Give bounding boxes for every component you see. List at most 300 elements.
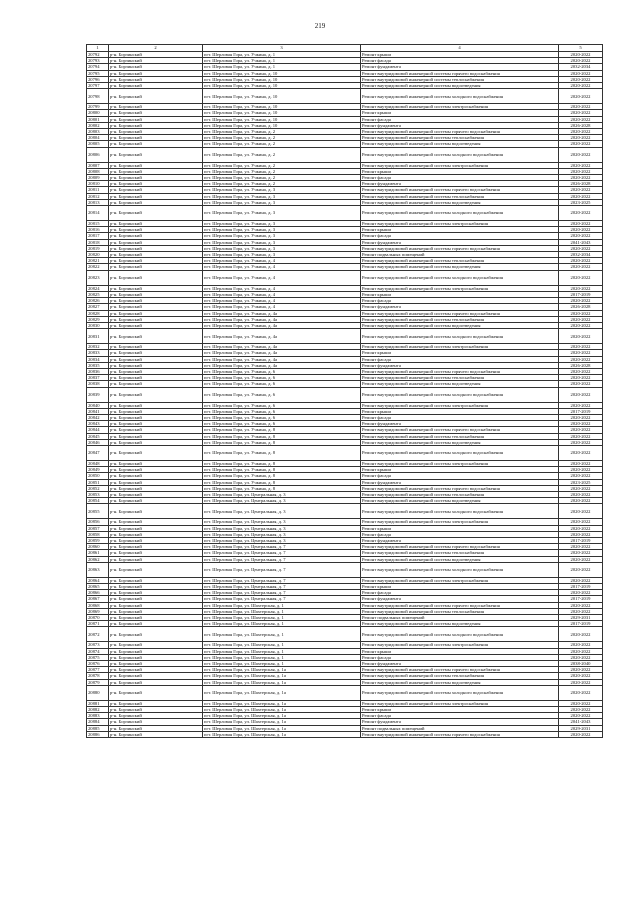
work-type-cell: Ремонт внутридомовой инженерной системы электроснабжения	[361, 221, 559, 227]
row-number-cell: 20805	[87, 141, 109, 147]
district-cell: р-н. Борзинский	[109, 473, 203, 479]
work-type-cell: Ремонт фасада	[361, 414, 559, 420]
work-type-cell: Ремонт внутридомовой инженерной системы электроснабжения	[361, 162, 559, 168]
row-number-cell: 20813	[87, 199, 109, 205]
address-cell: пгт. Шерловая Гора, ул. Учкина, д. 4	[203, 258, 361, 264]
work-type-cell: Ремонт внутридомовой инженерной системы горячего водоснабжения	[361, 485, 559, 491]
table-row	[87, 147, 603, 162]
period-cell: 2020-2022	[559, 602, 603, 608]
address-cell: пгт. Шерловая Гора, ул. Шахтерская, д. 1	[203, 642, 361, 648]
period-cell: 2020-2022	[559, 298, 603, 304]
district-cell: р-н. Борзинский	[109, 206, 203, 221]
district-cell: р-н. Борзинский	[109, 344, 203, 350]
period-cell: 2020-2022	[559, 439, 603, 445]
period-cell: 2020-2022	[559, 707, 603, 713]
address-cell: пгт. Шерловая Гора, ул. Шахтерская, д. 1а	[203, 731, 361, 737]
address-cell: пгт. Шерловая Гора, ул. Учкина, д. 10	[203, 104, 361, 110]
district-cell: р-н. Борзинский	[109, 479, 203, 485]
row-number-cell: 20863	[87, 562, 109, 577]
row-number-cell: 20843	[87, 421, 109, 427]
header-cell-1: 1	[87, 45, 109, 52]
period-cell: 2020-2022	[559, 285, 603, 291]
period-cell: 2020-2022	[559, 162, 603, 168]
work-type-cell: Ремонт фасада	[361, 58, 559, 64]
period-cell: 2026-2028	[559, 122, 603, 128]
period-cell: 2020-2022	[559, 110, 603, 116]
district-cell: р-н. Борзинский	[109, 719, 203, 725]
row-number-cell: 20811	[87, 187, 109, 193]
district-cell: р-н. Борзинский	[109, 310, 203, 316]
period-cell: 2020-2022	[559, 70, 603, 76]
period-cell: 2020-2022	[559, 445, 603, 460]
table-row	[87, 387, 603, 402]
period-cell: 2020-2022	[559, 679, 603, 685]
district-cell: р-н. Борзинский	[109, 519, 203, 525]
district-cell: р-н. Борзинский	[109, 64, 203, 70]
work-type-cell: Ремонт крыши	[361, 648, 559, 654]
address-cell: пгт. Шерловая Гора, ул. Учкина, д. 3	[203, 252, 361, 258]
district-cell: р-н. Борзинский	[109, 233, 203, 239]
work-type-cell: Ремонт фасада	[361, 298, 559, 304]
row-number-cell: 20860	[87, 544, 109, 550]
work-type-cell: Ремонт внутридомовой инженерной системы горячего водоснабжения	[361, 667, 559, 673]
period-cell: 2020-2022	[559, 525, 603, 531]
district-cell: р-н. Борзинский	[109, 375, 203, 381]
work-type-cell: Ремонт внутридомовой инженерной системы электроснабжения	[361, 642, 559, 648]
row-number-cell: 20857	[87, 525, 109, 531]
address-cell: пгт. Шерловая Гора, ул. Учкина, д. 6	[203, 402, 361, 408]
work-type-cell: Ремонт внутридомовой инженерной системы электроснабжения	[361, 402, 559, 408]
address-cell: пгт. Шерловая Гора, ул. Учкина, д. 4а	[203, 356, 361, 362]
address-cell: пгт. Шерловая Гора, ул. Учкина, д. 2	[203, 175, 361, 181]
district-cell: р-н. Борзинский	[109, 584, 203, 590]
district-cell: р-н. Борзинский	[109, 70, 203, 76]
district-cell: р-н. Борзинский	[109, 245, 203, 251]
work-type-cell: Ремонт внутридомовой инженерной системы горячего водоснабжения	[361, 427, 559, 433]
work-type-cell: Ремонт крыши	[361, 168, 559, 174]
period-cell: 2020-2022	[559, 344, 603, 350]
work-type-cell: Ремонт фасада	[361, 654, 559, 660]
address-cell: пгт. Шерловая Гора, ул. Учкина, д. 2	[203, 181, 361, 187]
work-type-cell: Ремонт внутридомовой инженерной системы холодного водоснабжения	[361, 270, 559, 285]
row-number-cell: 20837	[87, 375, 109, 381]
district-cell: р-н. Борзинский	[109, 525, 203, 531]
district-cell: р-н. Борзинский	[109, 679, 203, 685]
work-type-cell: Ремонт фундамента	[361, 479, 559, 485]
address-cell: пгт. Шерловая Гора, ул. Центральная, д. 3	[203, 504, 361, 519]
work-type-cell: Ремонт внутридомовой инженерной системы горячего водоснабжения	[361, 70, 559, 76]
address-cell: пгт. Шерловая Гора, ул. Учкина, д. 4а	[203, 329, 361, 344]
period-cell: 2020-2022	[559, 627, 603, 642]
work-type-cell: Ремонт внутридомовой инженерной системы теплоснабжения	[361, 76, 559, 82]
address-cell: пгт. Шерловая Гора, ул. Шахтерская, д. 1	[203, 648, 361, 654]
period-cell: 2020-2022	[559, 175, 603, 181]
address-cell: пгт. Шерловая Гора, ул. Центральная, д. 7	[203, 562, 361, 577]
row-number-cell: 20856	[87, 519, 109, 525]
period-cell: 2020-2022	[559, 135, 603, 141]
address-cell: пгт. Шерловая Гора, ул. Учкина, д. 8	[203, 485, 361, 491]
row-number-cell: 20861	[87, 550, 109, 556]
period-cell: 2026-2028	[559, 181, 603, 187]
district-cell: р-н. Борзинский	[109, 648, 203, 654]
district-cell: р-н. Борзинский	[109, 168, 203, 174]
row-number-cell: 20799	[87, 104, 109, 110]
period-cell: 2020-2022	[559, 356, 603, 362]
row-number-cell: 20839	[87, 387, 109, 402]
district-cell: р-н. Борзинский	[109, 433, 203, 439]
work-type-cell: Ремонт подвальных помещений	[361, 615, 559, 621]
period-cell: 2020-2022	[559, 83, 603, 89]
address-cell: пгт. Шерловая Гора, ул. Шахтерская, д. 1а	[203, 707, 361, 713]
district-cell: р-н. Борзинский	[109, 83, 203, 89]
address-cell: пгт. Шерловая Гора, ул. Учкина, д. 3	[203, 233, 361, 239]
district-cell: р-н. Борзинский	[109, 427, 203, 433]
district-cell: р-н. Борзинский	[109, 596, 203, 602]
work-type-cell: Ремонт внутридомовой инженерной системы теплоснабжения	[361, 491, 559, 497]
district-cell: р-н. Борзинский	[109, 175, 203, 181]
work-type-cell: Ремонт внутридомовой инженерной системы теплоснабжения	[361, 673, 559, 679]
district-cell: р-н. Борзинский	[109, 356, 203, 362]
district-cell: р-н. Борзинский	[109, 661, 203, 667]
row-number-cell: 20814	[87, 206, 109, 221]
period-cell: 2020-2022	[559, 504, 603, 519]
period-cell: 2020-2022	[559, 562, 603, 577]
work-type-cell: Ремонт фундамента	[361, 661, 559, 667]
address-cell: пгт. Шерловая Гора, ул. Центральная, д. 3	[203, 537, 361, 543]
district-cell: р-н. Борзинский	[109, 116, 203, 122]
row-number-cell: 20874	[87, 648, 109, 654]
row-number-cell: 20886	[87, 731, 109, 737]
period-cell: 2020-2022	[559, 427, 603, 433]
district-cell: р-н. Борзинский	[109, 577, 203, 583]
row-number-cell: 20846	[87, 439, 109, 445]
district-cell: р-н. Борзинский	[109, 608, 203, 614]
period-cell: 2029-2031	[559, 725, 603, 731]
work-type-cell: Ремонт фасада	[361, 116, 559, 122]
address-cell: пгт. Шерловая Гора, ул. Шахтерская, д. 1а	[203, 685, 361, 700]
district-cell: р-н. Борзинский	[109, 104, 203, 110]
row-number-cell: 20881	[87, 700, 109, 706]
district-cell: р-н. Борзинский	[109, 414, 203, 420]
address-cell: пгт. Шерловая Гора, ул. Центральная, д. 7	[203, 544, 361, 550]
row-number-cell: 20834	[87, 356, 109, 362]
address-cell: пгт. Шерловая Гора, ул. Учкина, д. 2	[203, 135, 361, 141]
period-cell: 2020-2022	[559, 258, 603, 264]
district-cell: р-н. Борзинский	[109, 673, 203, 679]
address-cell: пгт. Шерловая Гора, ул. Учкина, д. 3	[203, 199, 361, 205]
period-cell: 2020-2022	[559, 221, 603, 227]
period-cell: 2017-2019	[559, 584, 603, 590]
work-type-cell: Ремонт внутридомовой инженерной системы водоотведения	[361, 381, 559, 387]
address-cell: пгт. Шерловая Гора, ул. Центральная, д. 3	[203, 531, 361, 537]
work-type-cell: Ремонт подвальных помещений	[361, 725, 559, 731]
work-type-cell: Ремонт фундамента	[361, 362, 559, 368]
work-type-cell: Ремонт фундамента	[361, 64, 559, 70]
address-cell: пгт. Шерловая Гора, ул. Шахтерская, д. 1а	[203, 679, 361, 685]
address-cell: пгт. Шерловая Гора, ул. Учкина, д. 10	[203, 70, 361, 76]
period-cell: 2020-2022	[559, 375, 603, 381]
period-cell: 2041-2043	[559, 239, 603, 245]
row-number-cell: 20870	[87, 615, 109, 621]
work-type-cell: Ремонт фасада	[361, 175, 559, 181]
row-number-cell: 20804	[87, 135, 109, 141]
address-cell: пгт. Шерловая Гора, ул. Учкина, д. 6	[203, 368, 361, 374]
page-number: 219	[314, 22, 326, 30]
row-number-cell: 20853	[87, 491, 109, 497]
row-number-cell: 20823	[87, 270, 109, 285]
address-cell: пгт. Шерловая Гора, ул. Учкина, д. 1	[203, 58, 361, 64]
address-cell: пгт. Шерловая Гора, ул. Учкина, д. 2	[203, 129, 361, 135]
row-number-cell: 20873	[87, 642, 109, 648]
address-cell: пгт. Шерловая Гора, ул. Учкина, д. 2	[203, 141, 361, 147]
district-cell: р-н. Борзинский	[109, 187, 203, 193]
district-cell: р-н. Борзинский	[109, 504, 203, 519]
period-cell: 2020-2022	[559, 227, 603, 233]
table-row	[87, 504, 603, 519]
row-number-cell: 20818	[87, 239, 109, 245]
address-cell: пгт. Шерловая Гора, ул. Шахтерская, д. 1а	[203, 667, 361, 673]
address-cell: пгт. Шерловая Гора, ул. Шахтерская, д. 1	[203, 654, 361, 660]
district-cell: р-н. Борзинский	[109, 135, 203, 141]
period-cell: 2017-2019	[559, 596, 603, 602]
row-number-cell: 20842	[87, 414, 109, 420]
period-cell: 2017-2019	[559, 408, 603, 414]
address-cell: пгт. Шерловая Гора, ул. Учкина, д. 4	[203, 285, 361, 291]
work-type-cell: Ремонт внутридомовой инженерной системы электроснабжения	[361, 344, 559, 350]
work-type-cell: Ремонт внутридомовой инженерной системы электроснабжения	[361, 700, 559, 706]
work-type-cell: Ремонт внутридомовой инженерной системы теплоснабжения	[361, 193, 559, 199]
work-type-cell: Ремонт крыши	[361, 467, 559, 473]
district-cell: р-н. Борзинский	[109, 122, 203, 128]
work-type-cell: Ремонт внутридомовой инженерной системы горячего водоснабжения	[361, 544, 559, 550]
address-cell: пгт. Шерловая Гора, ул. Центральная, д. 3	[203, 519, 361, 525]
work-type-cell: Ремонт внутридомовой инженерной системы холодного водоснабжения	[361, 329, 559, 344]
work-type-cell: Ремонт внутридомовой инженерной системы водоотведения	[361, 322, 559, 328]
address-cell: пгт. Шерловая Гора, ул. Шахтерская, д. 1	[203, 627, 361, 642]
row-number-cell: 20801	[87, 116, 109, 122]
address-cell: пгт. Шерловая Гора, ул. Учкина, д. 10	[203, 83, 361, 89]
period-cell: 2020-2022	[559, 387, 603, 402]
period-cell: 2020-2022	[559, 381, 603, 387]
table-row	[87, 731, 603, 737]
address-cell: пгт. Шерловая Гора, ул. Центральная, д. 7	[203, 577, 361, 583]
row-number-cell: 20876	[87, 661, 109, 667]
address-cell: пгт. Шерловая Гора, ул. Учкина, д. 3	[203, 245, 361, 251]
work-type-cell: Ремонт крыши	[361, 227, 559, 233]
district-cell: р-н. Борзинский	[109, 654, 203, 660]
work-type-cell: Ремонт фасада	[361, 713, 559, 719]
work-type-cell: Ремонт внутридомовой инженерной системы теплоснабжения	[361, 375, 559, 381]
work-type-cell: Ремонт фасада	[361, 590, 559, 596]
row-number-cell: 20850	[87, 473, 109, 479]
period-cell: 2020-2022	[559, 89, 603, 104]
period-cell: 2020-2022	[559, 245, 603, 251]
address-cell: пгт. Шерловая Гора, ул. Центральная, д. 7	[203, 556, 361, 562]
district-cell: р-н. Борзинский	[109, 316, 203, 322]
row-number-cell: 20812	[87, 193, 109, 199]
address-cell: пгт. Шерловая Гора, ул. Центральная, д. 7	[203, 550, 361, 556]
district-cell: р-н. Борзинский	[109, 725, 203, 731]
district-cell: р-н. Борзинский	[109, 387, 203, 402]
period-cell: 2020-2022	[559, 590, 603, 596]
period-cell: 2020-2022	[559, 648, 603, 654]
work-type-cell: Ремонт внутридомовой инженерной системы горячего водоснабжения	[361, 602, 559, 608]
row-number-cell: 20808	[87, 168, 109, 174]
work-type-cell: Ремонт внутридомовой инженерной системы холодного водоснабжения	[361, 206, 559, 221]
period-cell: 2020-2022	[559, 322, 603, 328]
period-cell: 2020-2022	[559, 421, 603, 427]
address-cell: пгт. Шерловая Гора, ул. Учкина, д. 10	[203, 89, 361, 104]
header-cell-4: 4	[361, 45, 559, 52]
period-cell: 2020-2022	[559, 76, 603, 82]
row-number-cell: 20840	[87, 402, 109, 408]
district-cell: р-н. Борзинский	[109, 713, 203, 719]
work-type-cell: Ремонт внутридомовой инженерной системы холодного водоснабжения	[361, 685, 559, 700]
address-cell: пгт. Шерловая Гора, ул. Учкина, д. 6	[203, 421, 361, 427]
work-type-cell: Ремонт внутридомовой инженерной системы горячего водоснабжения	[361, 245, 559, 251]
district-cell: р-н. Борзинский	[109, 531, 203, 537]
period-cell: 2020-2022	[559, 129, 603, 135]
row-number-cell: 20819	[87, 245, 109, 251]
work-type-cell: Ремонт внутридомовой инженерной системы водоотведения	[361, 679, 559, 685]
period-cell: 2041-2043	[559, 719, 603, 725]
address-cell: пгт. Шерловая Гора, ул. Учкина, д. 4	[203, 291, 361, 297]
address-cell: пгт. Шерловая Гора, ул. Учкина, д. 8	[203, 473, 361, 479]
row-number-cell: 20847	[87, 445, 109, 460]
address-cell: пгт. Шерловая Гора, ул. Учкина, д. 8	[203, 460, 361, 466]
row-number-cell: 20848	[87, 460, 109, 466]
work-type-cell: Ремонт внутридомовой инженерной системы теплоснабжения	[361, 135, 559, 141]
table-row	[87, 562, 603, 577]
capital-repair-table	[86, 44, 603, 738]
row-number-cell: 20835	[87, 362, 109, 368]
period-cell: 2038-2040	[559, 661, 603, 667]
address-cell: пгт. Шерловая Гора, ул. Центральная, д. 7	[203, 590, 361, 596]
work-type-cell: Ремонт внутридомовой инженерной системы горячего водоснабжения	[361, 731, 559, 737]
period-cell: 2020-2022	[559, 368, 603, 374]
row-number-cell: 20884	[87, 719, 109, 725]
district-cell: р-н. Борзинский	[109, 181, 203, 187]
period-cell: 2017-2019	[559, 537, 603, 543]
work-type-cell: Ремонт внутридомовой инженерной системы водоотведения	[361, 264, 559, 270]
period-cell: 2020-2022	[559, 147, 603, 162]
address-cell: пгт. Шерловая Гора, ул. Центральная, д. 7	[203, 584, 361, 590]
period-cell: 2020-2022	[559, 233, 603, 239]
work-type-cell: Ремонт фундамента	[361, 421, 559, 427]
work-type-cell: Ремонт внутридомовой инженерной системы теплоснабжения	[361, 433, 559, 439]
district-cell: р-н. Борзинский	[109, 239, 203, 245]
work-type-cell: Ремонт внутридомовой инженерной системы холодного водоснабжения	[361, 504, 559, 519]
address-cell: пгт. Шерловая Гора, ул. Шахтерская, д. 1а	[203, 725, 361, 731]
district-cell: р-н. Борзинский	[109, 141, 203, 147]
district-cell: р-н. Борзинский	[109, 129, 203, 135]
row-number-cell: 20800	[87, 110, 109, 116]
address-cell: пгт. Шерловая Гора, ул. Учкина, д. 8	[203, 439, 361, 445]
row-number-cell: 20880	[87, 685, 109, 700]
row-number-cell: 20815	[87, 221, 109, 227]
address-cell: пгт. Шерловая Гора, ул. Учкина, д. 8	[203, 479, 361, 485]
work-type-cell: Ремонт внутридомовой инженерной системы водоотведения	[361, 556, 559, 562]
district-cell: р-н. Борзинский	[109, 147, 203, 162]
address-cell: пгт. Шерловая Гора, ул. Центральная, д. 7	[203, 596, 361, 602]
row-number-cell: 20867	[87, 596, 109, 602]
row-number-cell: 20820	[87, 252, 109, 258]
address-cell: пгт. Шерловая Гора, ул. Шахтерская, д. 1а	[203, 719, 361, 725]
period-cell: 2020-2022	[559, 116, 603, 122]
row-number-cell: 20809	[87, 175, 109, 181]
district-cell: р-н. Борзинский	[109, 562, 203, 577]
district-cell: р-н. Борзинский	[109, 76, 203, 82]
table-row	[87, 627, 603, 642]
work-type-cell: Ремонт внутридомовой инженерной системы горячего водоснабжения	[361, 129, 559, 135]
address-cell: пгт. Шерловая Гора, ул. Учкина, д. 4а	[203, 362, 361, 368]
address-cell: пгт. Шерловая Гора, ул. Учкина, д. 3	[203, 206, 361, 221]
table-row	[87, 685, 603, 700]
row-number-cell: 20833	[87, 350, 109, 356]
table-header	[87, 45, 603, 52]
district-cell: р-н. Борзинский	[109, 304, 203, 310]
district-cell: р-н. Борзинский	[109, 590, 203, 596]
district-cell: р-н. Борзинский	[109, 381, 203, 387]
period-cell: 2020-2022	[559, 206, 603, 221]
district-cell: р-н. Борзинский	[109, 421, 203, 427]
row-number-cell: 20854	[87, 498, 109, 504]
address-cell: пгт. Шерловая Гора, ул. Центральная, д. 3	[203, 498, 361, 504]
address-cell: пгт. Шерловая Гора, ул. Учкина, д. 4	[203, 298, 361, 304]
district-cell: р-н. Борзинский	[109, 291, 203, 297]
period-cell: 2020-2022	[559, 187, 603, 193]
work-type-cell: Ремонт внутридомовой инженерной системы водоотведения	[361, 498, 559, 504]
address-cell: пгт. Шерловая Гора, ул. Шахтерская, д. 1а	[203, 713, 361, 719]
work-type-cell: Ремонт внутридомовой инженерной системы электроснабжения	[361, 577, 559, 583]
district-cell: р-н. Борзинский	[109, 193, 203, 199]
district-cell: р-н. Борзинский	[109, 485, 203, 491]
period-cell: 2020-2022	[559, 193, 603, 199]
period-cell: 2020-2022	[559, 731, 603, 737]
address-cell: пгт. Шерловая Гора, ул. Учкина, д. 6	[203, 408, 361, 414]
row-number-cell: 20882	[87, 707, 109, 713]
district-cell: р-н. Борзинский	[109, 221, 203, 227]
district-cell: р-н. Борзинский	[109, 621, 203, 627]
district-cell: р-н. Борзинский	[109, 460, 203, 466]
row-number-cell: 20877	[87, 667, 109, 673]
period-cell: 2020-2022	[559, 577, 603, 583]
row-number-cell: 20829	[87, 316, 109, 322]
address-cell: пгт. Шерловая Гора, ул. Учкина, д. 10	[203, 76, 361, 82]
period-cell: 2020-2022	[559, 673, 603, 679]
district-cell: р-н. Борзинский	[109, 58, 203, 64]
work-type-cell: Ремонт внутридомовой инженерной системы водоотведения	[361, 83, 559, 89]
period-cell: 2020-2022	[559, 433, 603, 439]
period-cell: 2020-2022	[559, 141, 603, 147]
address-cell: пгт. Шерловая Гора, ул. Учкина, д. 1	[203, 64, 361, 70]
address-cell: пгт. Шерловая Гора, ул. Учкина, д. 8	[203, 427, 361, 433]
row-number-cell: 20875	[87, 654, 109, 660]
row-number-cell: 20796	[87, 76, 109, 82]
work-type-cell: Ремонт внутридомовой инженерной системы электроснабжения	[361, 460, 559, 466]
address-cell: пгт. Шерловая Гора, ул. Учкина, д. 3	[203, 239, 361, 245]
work-type-cell: Ремонт внутридомовой инженерной системы холодного водоснабжения	[361, 147, 559, 162]
address-cell: пгт. Шерловая Гора, ул. Учкина, д. 6	[203, 414, 361, 420]
work-type-cell: Ремонт внутридомовой инженерной системы холодного водоснабжения	[361, 627, 559, 642]
district-cell: р-н. Борзинский	[109, 252, 203, 258]
row-number-cell: 20858	[87, 531, 109, 537]
row-number-cell: 20865	[87, 584, 109, 590]
period-cell: 2020-2022	[559, 350, 603, 356]
header-cell-2: 2	[109, 45, 203, 52]
work-type-cell: Ремонт внутридомовой инженерной системы теплоснабжения	[361, 316, 559, 322]
period-cell: 2017-2019	[559, 621, 603, 627]
